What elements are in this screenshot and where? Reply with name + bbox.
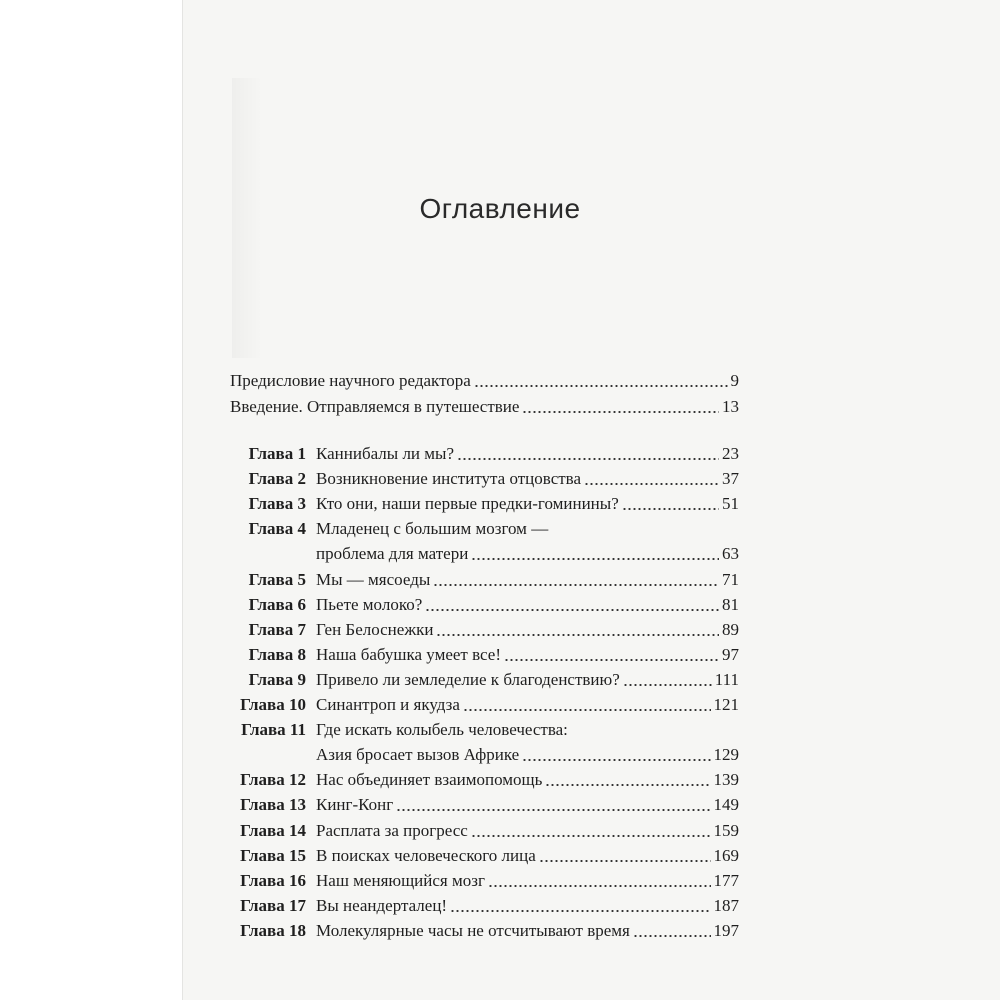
page-number: 37: [722, 469, 739, 488]
chapter-label: Глава 14: [240, 821, 306, 840]
chapter-label: Глава 7: [248, 620, 306, 639]
toc-entry-chapter: [232, 668, 739, 692]
page-number: 89: [722, 620, 739, 639]
page-number: 139: [713, 770, 739, 789]
page-number: 149: [713, 795, 739, 814]
page-number: 129: [713, 745, 739, 764]
page-number: 97: [722, 645, 739, 664]
entry-title: Введение. Отправляемся в путешествие: [230, 397, 520, 416]
page-number: 121: [713, 695, 739, 714]
dot-leader: [584, 483, 719, 485]
chapter-label: Глава 4: [248, 519, 306, 538]
page-number: 177: [713, 871, 739, 890]
page-number: 23: [722, 444, 739, 463]
chapter-label: Глава 13: [240, 795, 306, 814]
dot-leader: [396, 809, 710, 811]
entry-title: Расплата за прогресс: [316, 821, 468, 840]
entry-title: Где искать колыбель человечества:: [316, 720, 568, 739]
chapter-label: Глава 16: [240, 871, 306, 890]
toc-title: Оглавление: [419, 193, 581, 224]
entry-title: Нас объединяет взаимопомощь: [316, 770, 543, 789]
entry-title: В поисках человеческого лица: [316, 846, 536, 865]
dot-leader: [471, 835, 711, 837]
toc-entry-chapter: [232, 618, 739, 642]
entry-title: Кто они, наши первые предки-гоминины?: [316, 494, 619, 513]
entry-title: Наша бабушка умеет все!: [316, 645, 501, 664]
dot-leader: [471, 558, 719, 560]
toc-entry-chapter: [232, 542, 739, 566]
chapter-label: Глава 11: [241, 720, 306, 739]
page-number: 111: [714, 670, 739, 689]
dot-leader: [539, 860, 711, 862]
entry-title: Каннибалы ли мы?: [316, 444, 455, 463]
toc-entry-chapter: [232, 467, 739, 491]
toc-entry-chapter: [232, 718, 739, 742]
entry-title: Синантроп и якудза: [316, 695, 460, 714]
page-number: 81: [722, 595, 739, 614]
toc-entry-chapter: [232, 643, 739, 667]
toc-entry-chapter: [232, 793, 739, 817]
entry-title: Привело ли земледелие к благоденствию?: [316, 670, 620, 689]
toc-entry-chapter: [232, 768, 739, 792]
entry-title: Пьете молоко?: [316, 595, 423, 614]
chapter-label: Глава 8: [248, 645, 306, 664]
chapter-label: Глава 17: [240, 896, 306, 915]
page-number: 71: [722, 570, 739, 589]
dot-leader: [463, 709, 711, 711]
chapter-label: Глава 9: [248, 670, 306, 689]
page-number: 13: [722, 397, 739, 416]
toc-entry-chapter: [232, 894, 739, 918]
dot-leader: [450, 910, 710, 912]
page-number: 51: [722, 494, 739, 513]
chapter-label: Глава 10: [240, 695, 306, 714]
entry-title: Наш меняющийся мозг: [316, 871, 485, 890]
entry-title: Молекулярные часы не отсчитывают время: [316, 921, 630, 940]
entry-title: Вы неандерталец!: [316, 896, 448, 915]
dot-leader: [436, 634, 719, 636]
entry-title: проблема для матери: [316, 544, 469, 563]
toc-entry-chapter: [232, 743, 739, 767]
dot-leader: [522, 759, 710, 761]
chapter-label: Глава 12: [240, 770, 306, 789]
entry-title: Мы — мясоеды: [316, 570, 431, 589]
page-number: 197: [713, 921, 739, 940]
toc-entry-chapter: [232, 492, 739, 516]
toc-entry-chapter: [232, 844, 739, 868]
dot-leader: [504, 659, 719, 661]
page-number: 9: [730, 371, 739, 390]
dot-leader: [425, 609, 719, 611]
toc-entry-chapter: [232, 442, 739, 466]
dot-leader: [457, 458, 719, 460]
toc-entry-chapter: [232, 517, 739, 541]
toc-entry-chapter: [232, 869, 739, 893]
page-number: 159: [713, 821, 739, 840]
chapter-label: Глава 6: [248, 595, 306, 614]
chapter-label: Глава 1: [248, 444, 306, 463]
dot-leader: [623, 684, 712, 686]
chapter-label: Глава 2: [248, 469, 306, 488]
dot-leader: [622, 508, 719, 510]
toc-entry-chapter: [232, 819, 739, 843]
page-number: 187: [713, 896, 739, 915]
entry-title: Возникновение института отцовства: [316, 469, 582, 488]
toc-entry-chapter: [232, 593, 739, 617]
dot-leader: [633, 935, 711, 937]
chapter-label: Глава 3: [248, 494, 306, 513]
page-number: 169: [713, 846, 739, 865]
entry-title: Кинг-Конг: [316, 795, 394, 814]
toc-entry-front-matter: [230, 395, 739, 419]
dot-leader: [488, 885, 711, 887]
entry-title: Младенец с большим мозгом —: [316, 519, 549, 538]
entry-title: Азия бросает вызов Африке: [316, 745, 520, 764]
chapter-label: Глава 15: [240, 846, 306, 865]
toc-entry-chapter: [232, 568, 739, 592]
entry-title: Ген Белоснежки: [316, 620, 434, 639]
dot-leader: [474, 385, 728, 387]
dot-leader: [522, 411, 719, 413]
chapter-label: Глава 18: [240, 921, 306, 940]
entry-title: Предисловие научного редактора: [230, 371, 471, 390]
dot-leader: [545, 784, 710, 786]
page-number: 63: [722, 544, 739, 563]
chapter-label: Глава 5: [248, 570, 306, 589]
toc-entry-front-matter: [230, 369, 739, 393]
toc-entry-chapter: [232, 693, 739, 717]
dot-leader: [433, 584, 719, 586]
toc-entry-chapter: [232, 919, 739, 943]
